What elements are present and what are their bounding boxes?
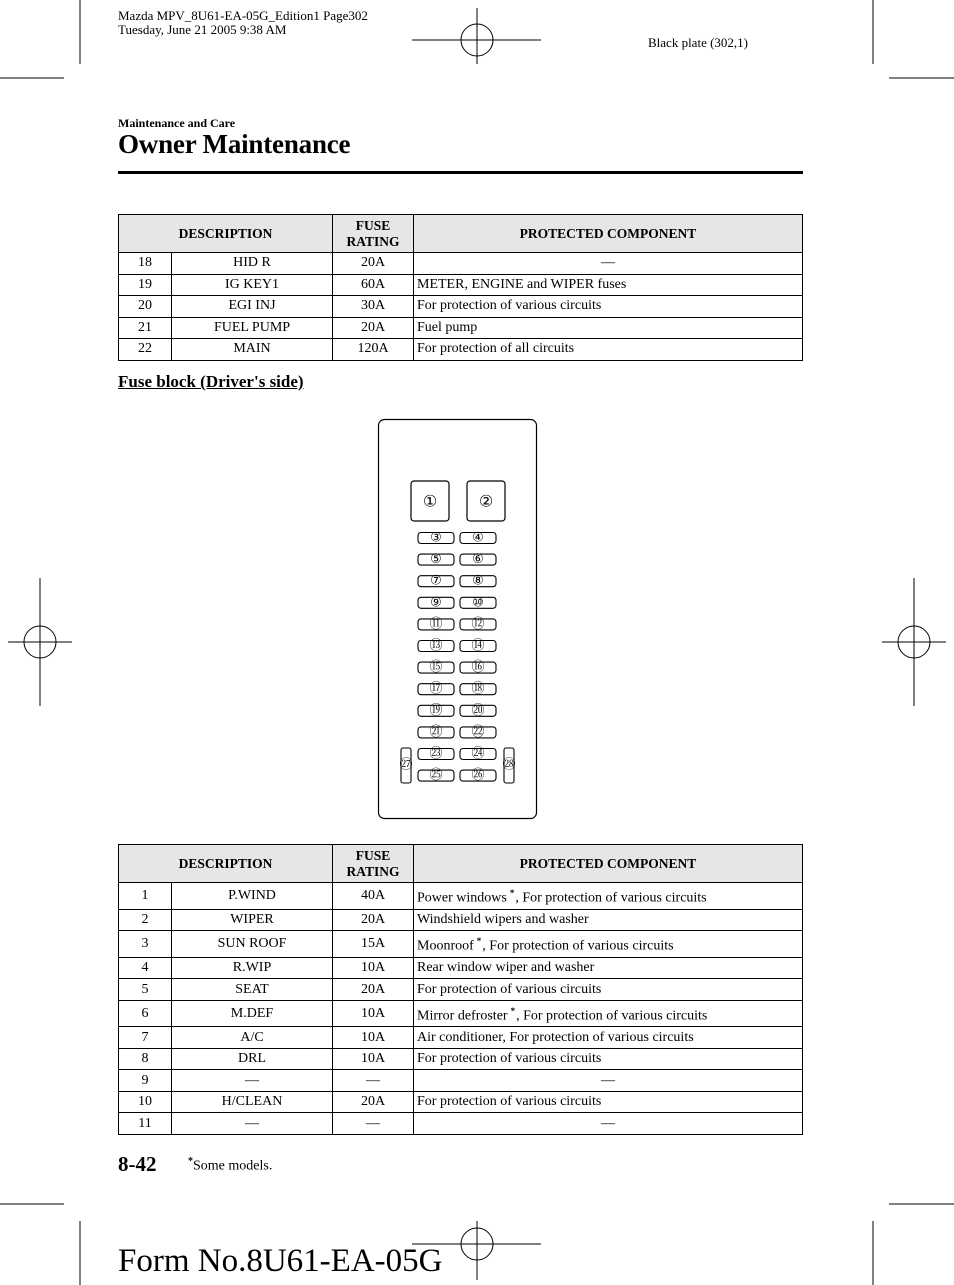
component-text-rest: , For protection of various circuits <box>516 1008 708 1024</box>
fuse-number-label: ⑮ <box>429 660 443 676</box>
fuse-number-label: ⑲ <box>429 703 443 719</box>
fuse-number-label: ㉘ <box>502 757 516 773</box>
fuse-rating: 20A <box>333 979 414 1001</box>
mini-fuse <box>418 639 454 654</box>
mini-fuse <box>418 725 454 740</box>
fuse-number: 6 <box>119 1000 172 1027</box>
fuse-description: HID R <box>172 253 333 275</box>
side-fuse <box>399 748 412 783</box>
table-row <box>119 957 803 979</box>
page-number: 8-42 <box>118 1152 157 1176</box>
fuse-number: 8 <box>119 1048 172 1070</box>
mini-fuse <box>460 595 496 610</box>
fuse-table-bottom <box>118 844 803 1135</box>
large-fuse <box>411 481 449 521</box>
fuse-number-label: ⑯ <box>471 660 485 676</box>
mini-fuse <box>418 747 454 762</box>
table-row <box>119 1070 803 1092</box>
fuse-description: SUN ROOF <box>172 931 333 958</box>
fuse-number-label: ⑦ <box>430 573 442 589</box>
table-row <box>119 909 803 931</box>
table-row <box>119 253 803 275</box>
fuse-number-label: ⑰ <box>429 681 443 697</box>
mini-fuse <box>418 595 454 610</box>
col-protected-component: PROTECTED COMPONENT <box>414 215 803 253</box>
protected-component: For protection of all circuits <box>414 339 803 361</box>
protected-component: — <box>414 1070 803 1092</box>
table-row <box>119 274 803 296</box>
table-row <box>119 296 803 318</box>
section-label: Maintenance and Care <box>118 116 236 130</box>
mini-fuse <box>418 531 454 546</box>
fuse-description: P.WIND <box>172 883 333 910</box>
mini-fuse <box>460 703 496 718</box>
fuse-description: M.DEF <box>172 1000 333 1027</box>
mini-fuse <box>460 725 496 740</box>
protected-component <box>414 931 803 958</box>
table-row <box>119 883 803 910</box>
fuse-number-label: ㉓ <box>429 746 443 762</box>
table-row <box>119 979 803 1001</box>
fuse-number: 22 <box>119 339 172 361</box>
protected-component: For protection of various circuits <box>414 296 803 318</box>
protected-component: For protection of various circuits <box>414 1091 803 1113</box>
fuse-description: SEAT <box>172 979 333 1001</box>
fuse-number-label: ㉗ <box>399 757 413 773</box>
fuse-number-label: ⑨ <box>430 595 442 611</box>
footnote-star: * <box>476 936 482 947</box>
fuse-description: H/CLEAN <box>172 1091 333 1113</box>
fuse-number-label: ⑭ <box>471 638 485 654</box>
footnote-star: * <box>509 888 515 898</box>
fuse-number: 4 <box>119 957 172 979</box>
protected-component: For protection of various circuits <box>414 1048 803 1070</box>
footnote-star: * <box>510 1005 516 1016</box>
protected-component: Fuel pump <box>414 317 803 339</box>
fuse-rating: 40A <box>333 883 414 910</box>
print-header-line2: Tuesday, June 21 2005 9:38 AM <box>118 22 287 37</box>
col-description: DESCRIPTION <box>119 215 333 253</box>
mini-fuse <box>460 768 496 783</box>
fuse-rating: 10A <box>333 1048 414 1070</box>
col-fuse-rating: FUSE RATING <box>333 845 414 883</box>
fuse-rating: 20A <box>333 909 414 931</box>
fuse-description: MAIN <box>172 339 333 361</box>
mini-fuse <box>460 574 496 589</box>
fuse-number: 20 <box>119 296 172 318</box>
protected-component: Windshield wipers and washer <box>414 909 803 931</box>
fuse-description: FUEL PUMP <box>172 317 333 339</box>
protected-component <box>414 883 803 910</box>
fuse-rating: 10A <box>333 1000 414 1027</box>
print-header-line1: Mazda MPV_8U61-EA-05G_Edition1 Page302 <box>118 8 368 23</box>
plate-label: Black plate (302,1) <box>648 35 748 50</box>
fuse-rating: 15A <box>333 931 414 958</box>
fuse-number-label: ㉕ <box>429 768 443 784</box>
side-fuse <box>502 748 515 783</box>
fuse-number-label: ⑪ <box>429 616 443 632</box>
fuse-rating: 10A <box>333 1027 414 1049</box>
page-title: Owner Maintenance <box>118 129 351 159</box>
fuse-block-diagram <box>370 412 546 826</box>
fuse-number: 10 <box>119 1091 172 1113</box>
fuse-description: — <box>172 1113 333 1135</box>
fuse-number-label: ⑫ <box>471 616 485 632</box>
fuse-number: 5 <box>119 979 172 1001</box>
mini-fuse <box>418 682 454 697</box>
protected-component: — <box>414 253 803 275</box>
fuse-number-label: ① <box>422 491 438 511</box>
fuse-rating: — <box>333 1113 414 1135</box>
form-number: Form No.8U61-EA-05G <box>118 1243 443 1279</box>
component-text: Mirror defroster <box>417 1008 508 1024</box>
fuse-number: 9 <box>119 1070 172 1092</box>
mini-fuse <box>418 768 454 783</box>
table-row <box>119 1027 803 1049</box>
fuse-description: IG KEY1 <box>172 274 333 296</box>
table-row <box>119 1048 803 1070</box>
mini-fuse <box>460 660 496 675</box>
fuse-rating: 20A <box>333 1091 414 1113</box>
fuse-number: 18 <box>119 253 172 275</box>
component-text-rest: , For protection of various circuits <box>515 890 707 906</box>
mini-fuse <box>460 747 496 762</box>
fuse-description: R.WIP <box>172 957 333 979</box>
fuse-number: 19 <box>119 274 172 296</box>
table-row <box>119 317 803 339</box>
fuse-number-label: ⑤ <box>430 552 442 568</box>
protected-component: METER, ENGINE and WIPER fuses <box>414 274 803 296</box>
fuse-number-label: ⑧ <box>472 573 484 589</box>
mini-fuse <box>418 552 454 567</box>
fuse-description: EGI INJ <box>172 296 333 318</box>
fuse-block-heading: Fuse block (Driver's side) <box>118 372 304 391</box>
fuse-number-label: ⑥ <box>472 552 484 568</box>
fuse-rating: — <box>333 1070 414 1092</box>
col-description: DESCRIPTION <box>119 845 333 883</box>
mini-fuse <box>460 639 496 654</box>
large-fuse <box>467 481 505 521</box>
fuse-description: DRL <box>172 1048 333 1070</box>
mini-fuse <box>418 660 454 675</box>
fuse-number-label: ㉔ <box>471 746 485 762</box>
mini-fuse <box>418 574 454 589</box>
fuse-number: 11 <box>119 1113 172 1135</box>
fuse-number-label: ⑩ <box>472 595 484 611</box>
fuse-number: 21 <box>119 317 172 339</box>
footnote <box>188 1156 272 1175</box>
table-row <box>119 931 803 958</box>
footnote-text: Some models. <box>193 1158 273 1174</box>
fuse-number-label: ④ <box>472 530 484 546</box>
fuse-number-label: ㉑ <box>429 724 443 740</box>
mini-fuse <box>460 617 496 632</box>
fuse-number-label: ㉖ <box>471 768 485 784</box>
fuse-number: 2 <box>119 909 172 931</box>
table-row <box>119 1113 803 1135</box>
col-protected-component: PROTECTED COMPONENT <box>414 845 803 883</box>
fuse-description: A/C <box>172 1027 333 1049</box>
fuse-number-label: ⑬ <box>429 638 443 654</box>
mini-fuse <box>418 617 454 632</box>
fuse-table-top <box>118 214 803 361</box>
mini-fuse <box>460 682 496 697</box>
fuse-number-label: ㉒ <box>471 724 485 740</box>
fuse-description: — <box>172 1070 333 1092</box>
fuse-rating: 10A <box>333 957 414 979</box>
table-row <box>119 339 803 361</box>
protected-component: Rear window wiper and washer <box>414 957 803 979</box>
component-text: Power windows <box>417 890 507 906</box>
fuse-number-label: ③ <box>430 530 442 546</box>
fuse-number: 3 <box>119 931 172 958</box>
fuse-rating: 20A <box>333 317 414 339</box>
protected-component: For protection of various circuits <box>414 979 803 1001</box>
fuse-number: 1 <box>119 883 172 910</box>
title-rule <box>118 171 803 174</box>
footnote-star: * <box>188 1156 193 1167</box>
fuse-number-label: ② <box>478 491 494 511</box>
table-row <box>119 1000 803 1027</box>
table-row <box>119 1091 803 1113</box>
protected-component: Air conditioner, For protection of various circuits <box>414 1027 803 1049</box>
protected-component: — <box>414 1113 803 1135</box>
mini-fuse <box>460 531 496 546</box>
fuse-number-label: ⑱ <box>471 681 485 697</box>
mini-fuse <box>460 552 496 567</box>
col-fuse-rating: FUSE RATING <box>333 215 414 253</box>
fuse-rating: 30A <box>333 296 414 318</box>
fuse-description: WIPER <box>172 909 333 931</box>
fuse-rating: 120A <box>333 339 414 361</box>
fuse-number-label: ⑳ <box>471 703 485 719</box>
mini-fuse <box>418 703 454 718</box>
component-text: Moonroof <box>417 938 474 954</box>
component-text-rest: , For protection of various circuits <box>482 938 674 954</box>
fuse-rating: 60A <box>333 274 414 296</box>
protected-component <box>414 1000 803 1027</box>
fuse-number: 7 <box>119 1027 172 1049</box>
fuse-rating: 20A <box>333 253 414 275</box>
